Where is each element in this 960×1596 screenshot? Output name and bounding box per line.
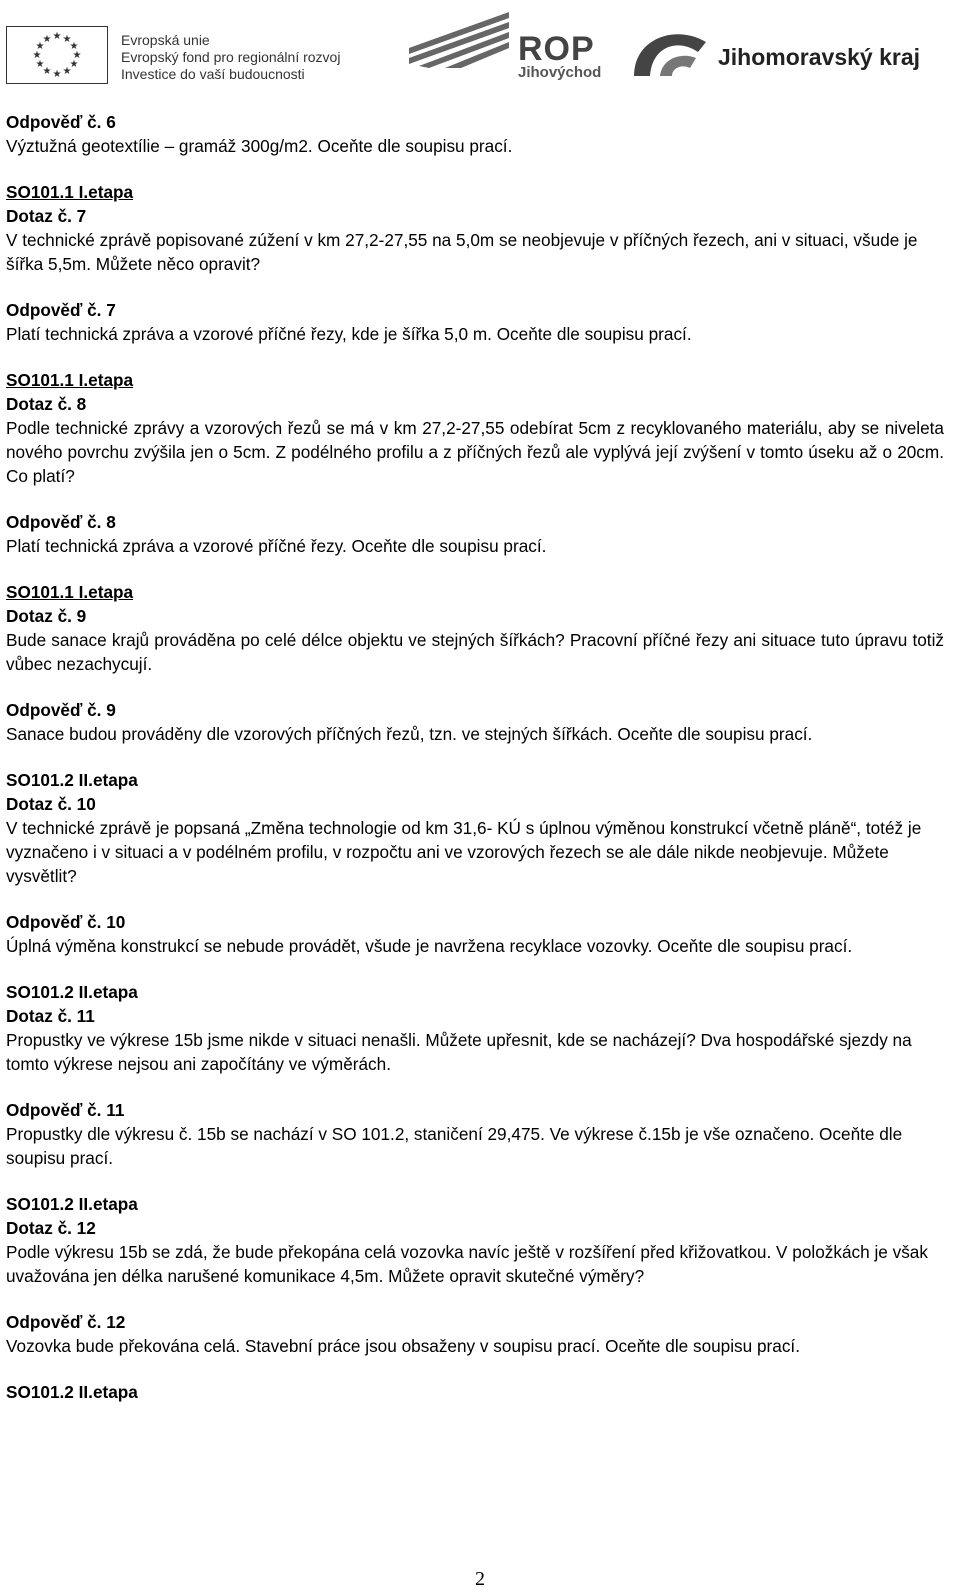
page-header (0, 0, 960, 100)
answer-block (6, 1098, 944, 1170)
answer-text: Úplná výměna konstrukcí se nebude provádět, všude je navržena recyklace vozovky. Oceňte dle soupisu prací. (6, 936, 853, 956)
question-text: Propustky ve výkrese 15b jsme nikde v situaci nenašli. Můžete upřesnit, kde se nacházejí? Dva hospodářské sjezdy na tomto výkrese nejsou ani započítány ve výměrách. (6, 1030, 912, 1074)
answer-label: Odpověď č. 8 (6, 512, 116, 532)
question-text: V technické zprávě je popsaná „Změna technologie od km 31,6- KÚ s úplnou výměnou konstrukcí včetně pláně“, totéž je vyznačeno i v situaci a v podélném profilu, v rozpočtu ani ve vzorových řezech se ale dále nikde neobjevuje. Můžete vysvětlit? (6, 818, 922, 886)
rop-logo-title: ROP (518, 30, 595, 68)
answer-block (6, 298, 944, 346)
answer-block (6, 698, 944, 746)
so-heading: SO101.2 II.etapa (6, 982, 138, 1002)
eu-stars-icon (7, 27, 107, 83)
answer-text: Sanace budou prováděny dle vzorových příčných řezů, tzn. ve stejných šířkách. Oceňte dle soupisu prací. (6, 724, 813, 744)
so-heading: SO101.2 II.etapa (6, 770, 138, 790)
svg-text:★: ★ (62, 34, 72, 45)
so-heading: SO101.1 I.etapa (6, 582, 134, 602)
question-text: Podle technické zprávy a vzorových řezů se má v km 27,2-27,55 odebírat 5cm z recyklovaného materiálu, aby se niveleta nového povrchu zvýšila jen o 5cm. Z podélného profilu a z příčných řezů ale vyplývá její zvýšení v tomto úseku až o 20cm. Co platí? (6, 418, 944, 486)
eu-line: Evropská unie (121, 32, 210, 48)
answer-text: Výztužná geotextílie – gramáž 300g/m2. Oceňte dle soupisu prací. (6, 136, 513, 156)
question-label: Dotaz č. 8 (6, 394, 87, 414)
svg-text:★: ★ (52, 31, 62, 42)
svg-text:★: ★ (35, 41, 45, 52)
document-body (6, 110, 944, 1426)
svg-text:★: ★ (69, 41, 79, 52)
eu-text (121, 32, 340, 83)
answer-label: Odpověď č. 11 (6, 1100, 125, 1120)
answer-text: Platí technická zpráva a vzorové příčné řezy. Oceňte dle soupisu prací. (6, 536, 547, 556)
answer-label: Odpověď č. 12 (6, 1312, 126, 1332)
eu-flag-logo (6, 26, 108, 84)
so-heading: SO101.1 I.etapa (6, 370, 134, 390)
answer-text: Platí technická zpráva a vzorové příčné řezy, kde je šířka 5,0 m. Oceňte dle soupisu prací. (6, 324, 692, 344)
question-label: Dotaz č. 9 (6, 606, 87, 626)
answer-label: Odpověď č. 7 (6, 300, 116, 320)
eu-line: Investice do vaší budoucnosti (121, 66, 305, 82)
answer-label: Odpověď č. 6 (6, 112, 116, 132)
answer-text: Propustky dle výkresu č. 15b se nachází v SO 101.2, staničení 29,475. Ve výkrese č.15b je vše označeno. Oceňte dle soupisu prací. (6, 1124, 903, 1168)
answer-text: Vozovka bude překována celá. Stavební práce jsou obsaženy v soupisu prací. Oceňte dle soupisu prací. (6, 1336, 800, 1356)
svg-text:★: ★ (32, 50, 42, 61)
question-block (6, 580, 944, 676)
so-heading: SO101.2 II.etapa (6, 1382, 138, 1402)
question-label: Dotaz č. 7 (6, 206, 87, 226)
answer-block (6, 1310, 944, 1358)
svg-text:★: ★ (52, 69, 62, 80)
rop-stripes-icon (405, 8, 513, 70)
so-heading: SO101.2 II.etapa (6, 1194, 138, 1214)
answer-label: Odpověď č. 10 (6, 912, 126, 932)
rop-logo-subtitle: Jihovýchod (518, 64, 602, 81)
question-text: V technické zprávě popisované zúžení v km 27,2-27,55 na 5,0m se neobjevuje v příčných řezech, ani v situaci, všude je šířka 5,5m. Můžete něco opravit? (6, 230, 918, 274)
question-block (6, 1192, 944, 1288)
answer-block (6, 910, 944, 958)
question-label: Dotaz č. 12 (6, 1218, 96, 1238)
question-block (6, 368, 944, 488)
jmk-swoosh-icon (626, 18, 710, 82)
question-text: Podle výkresu 15b se zdá, že bude překopána celá vozovka navíc ještě v rozšíření před křižovatkou. V položkách je však uvažována jen délka narušené komunikace 4,5m. Můžete opravit skutečné výměry? (6, 1242, 928, 1286)
answer-block (6, 510, 944, 558)
question-label: Dotaz č. 10 (6, 794, 96, 814)
so-heading: SO101.1 I.etapa (6, 182, 134, 202)
question-block (6, 768, 944, 888)
svg-text:★: ★ (42, 34, 52, 45)
svg-text:★: ★ (69, 59, 79, 70)
svg-text:★: ★ (62, 66, 72, 77)
question-block (6, 180, 944, 276)
question-block (6, 1380, 944, 1404)
question-text: Bude sanace krajů prováděna po celé délce objektu ve stejných šířkách? Pracovní příčné řezy ani situace tuto úpravu totiž vůbec nezachycují. (6, 630, 944, 674)
eu-line: Evropský fond pro regionální rozvoj (121, 49, 341, 65)
answer-label: Odpověď č. 9 (6, 700, 116, 720)
page-number: 2 (475, 1568, 485, 1590)
jmk-logo-text: Jihomoravský kraj (718, 44, 921, 70)
svg-text:★: ★ (72, 50, 82, 61)
answer-block (6, 110, 944, 158)
question-label: Dotaz č. 11 (6, 1006, 95, 1026)
svg-text:★: ★ (35, 59, 45, 70)
question-block (6, 980, 944, 1076)
svg-text:★: ★ (42, 66, 52, 77)
